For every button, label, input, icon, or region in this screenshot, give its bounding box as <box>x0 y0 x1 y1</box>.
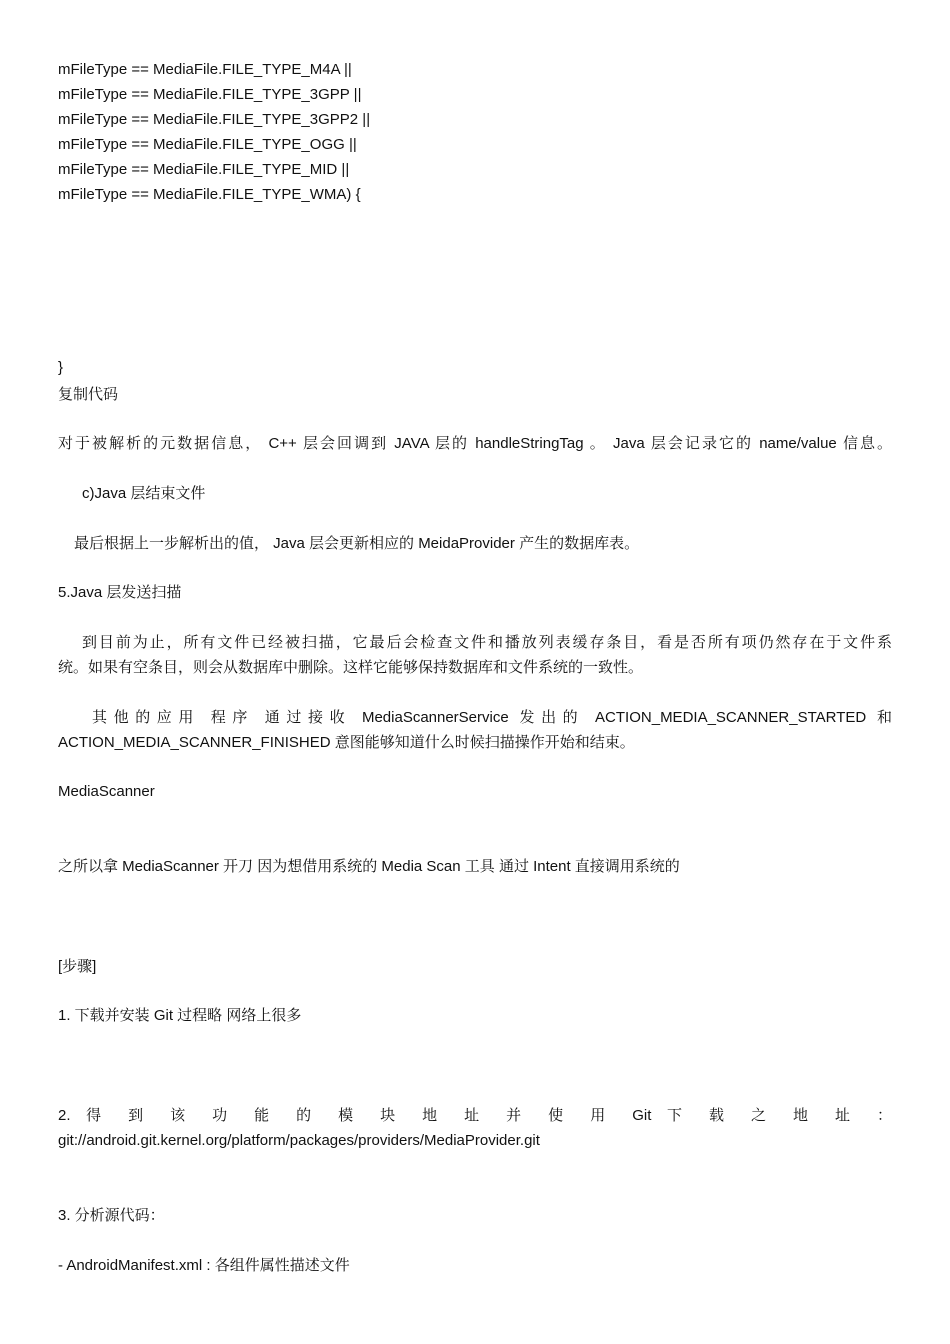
step-2-line-1: 2. 得 到 该 功 能 的 模 块 地 址 并 使 用 Git 下 载 之 地 址 ： <box>58 1107 892 1124</box>
heading-java-send-scan: 5.Java 层发送扫描 <box>58 584 182 601</box>
step-3: 3. 分析源代码： <box>58 1207 165 1224</box>
copy-code-label: 复制代码 <box>58 385 119 403</box>
step-1: 1. 下载并安装 Git 过程略 网络上很多 <box>58 1007 302 1024</box>
step-2-repo-url: git://android.git.kernel.org/platform/packages/providers/MediaProvider.git <box>58 1132 540 1149</box>
code-line: mFileType == MediaFile.FILE_TYPE_OGG || <box>58 136 357 153</box>
code-line: mFileType == MediaFile.FILE_TYPE_M4A || <box>58 61 352 78</box>
heading-java-end-file: c)Java 层结束文件 <box>82 485 206 502</box>
label-mediascanner: MediaScanner <box>58 783 155 800</box>
paragraph-metadata: 对于被解析的元数据信息， C++ 层会回调到 JAVA 层的 handleStringTag 。 Java 层会记录它的 name/value 信息。 <box>58 435 892 452</box>
paragraph-intent-line-1: 其他的应用 程序 通过接收 MediaScannerService 发出的 ACTION_MEDIA_SCANNER_STARTED 和 <box>92 709 892 726</box>
file-manifest-description: - AndroidManifest.xml : 各组件属性描述文件 <box>58 1257 350 1274</box>
code-line: mFileType == MediaFile.FILE_TYPE_WMA) { <box>58 186 361 203</box>
paragraph-scan-line-2: 统。如果有空条目，则会从数据库中删除。这样它能够保持数据库和文件系统的一致性。 <box>58 659 644 676</box>
closing-brace: } <box>58 359 64 376</box>
code-line: mFileType == MediaFile.FILE_TYPE_MID || <box>58 161 350 178</box>
code-line: mFileType == MediaFile.FILE_TYPE_3GPP || <box>58 86 362 103</box>
paragraph-scan-line-1: 到目前为止，所有文件已经被扫描，它最后会检查文件和播放列表缓存条目，看是否所有项仍然存在于文件系 <box>82 634 892 651</box>
paragraph-update-db: 最后根据上一步解析出的值， Java 层会更新相应的 MeidaProvider 产生的数据库表。 <box>74 535 640 552</box>
paragraph-intent-line-2: ACTION_MEDIA_SCANNER_FINISHED 意图能够知道什么时候扫描操作开始和结束。 <box>58 734 635 751</box>
paragraph-reason: 之所以拿 MediaScanner 开刀 因为想借用系统的 Media Scan 工具 通过 Intent 直接调用系统的 <box>58 858 680 875</box>
label-steps: [步骤] <box>58 958 97 975</box>
code-line: mFileType == MediaFile.FILE_TYPE_3GPP2 || <box>58 111 371 128</box>
